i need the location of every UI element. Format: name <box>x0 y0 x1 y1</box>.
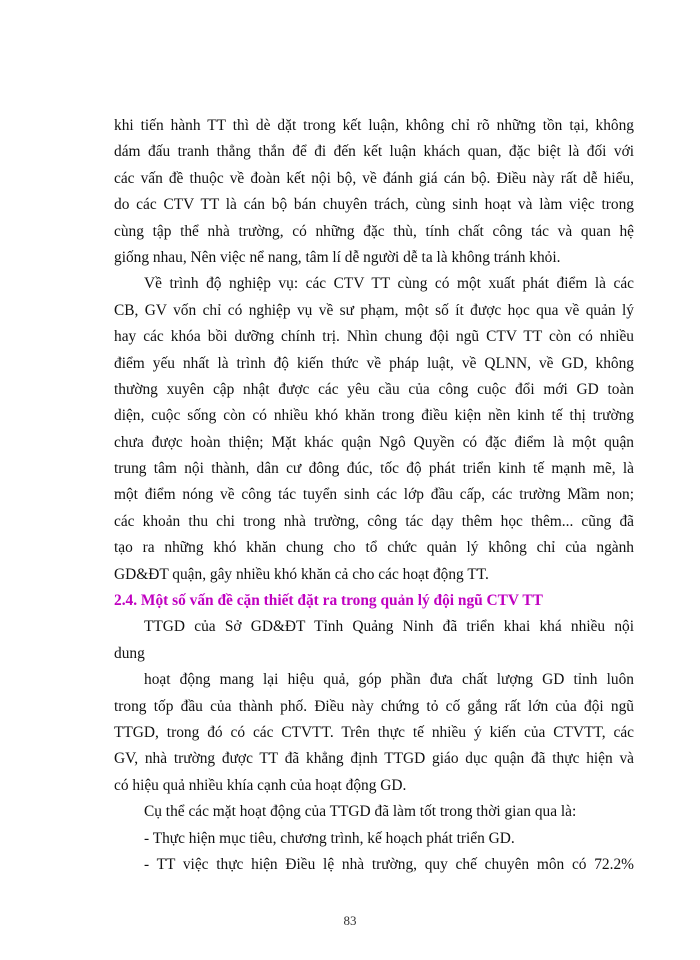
text-line: dám đấu tranh thẳng thắn để đi đến kết luận khách quan, đặc biệt là đối với <box>114 143 634 161</box>
paragraph-5: Cụ thể các mặt hoạt động của TTGD đã làm tốt trong thời gian qua là: <box>144 803 577 821</box>
text-line: thường xuyên cập nhật được các yêu cầu của công cuộc đổi mới GD toàn <box>114 380 634 398</box>
page-body <box>114 113 634 878</box>
bullet-item: - TT việc thực hiện Điều lệ nhà trường, quy chế chuyên môn có 72.2% <box>144 855 634 873</box>
paragraph-1 <box>114 113 634 271</box>
paragraph-3 <box>114 614 634 667</box>
text-line: TTGD của Sở GD&ĐT Tỉnh Quảng Ninh đã triển khai khá nhiều nội <box>144 618 634 636</box>
text-line: chưa được hoàn thiện; Mặt khác quận Ngô Quyền có đặc điểm là một quận <box>114 433 634 451</box>
text-line: Về trình độ nghiệp vụ: các CTV TT cùng có một xuất phát điểm là các <box>144 275 634 293</box>
paragraph-4 <box>114 667 634 799</box>
text-line: trung tâm nội thành, dân cư đông đúc, tốc độ phát triển kinh tế mạnh mẽ, là <box>114 460 634 478</box>
text-line: khi tiến hành TT thì dè dặt trong kết luận, không chỉ rõ những tồn tại, không <box>114 117 634 134</box>
text-line: các vấn đề thuộc về đoàn kết nội bộ, về đánh giá cán bộ. Điều này rất dễ hiểu, <box>114 169 634 187</box>
text-line: TTGD, trong đó có các CTVTT. Trên thực tế nhiều ý kiến của CTVTT, các <box>114 723 634 741</box>
section-heading: 2.4. Một số vấn đề cặn thiết đặt ra trong quản lý đội ngũ CTV TT <box>114 592 543 610</box>
text-line: hoạt động mang lại hiệu quả, góp phần đưa chất lượng GD tỉnh luôn <box>144 671 634 689</box>
text-line: GD&ĐT quận, gây nhiều khó khăn cả cho các hoạt động TT. <box>114 565 489 583</box>
text-line: hay các khóa bồi dưỡng chính trị. Nhìn chung đội ngũ CTV TT còn có nhiều <box>114 328 634 346</box>
text-line: có hiệu quả nhiều khía cạnh của hoạt động GD. <box>114 776 407 794</box>
text-line: dung <box>114 644 145 662</box>
text-line: tạo ra những khó khăn chung cho tổ chức quản lý không chỉ của ngành <box>114 539 634 557</box>
text-line: trong tốp đầu của thành phố. Điều này chứng tỏ cố gắng rất lớn của đội ngũ <box>114 697 634 715</box>
text-line: giống nhau, Nên việc nể nang, tâm lí dễ người dễ ta là không tránh khỏi. <box>114 248 561 266</box>
text-line: diện, cuộc sống còn có nhiều khó khăn trong điều kiện nền kinh tế thị trường <box>114 407 634 425</box>
page-number: 83 <box>343 913 357 928</box>
text-line: GV, nhà trường được TT đã khẳng định TTGD giáo dục quận đã thực hiện và <box>114 750 634 768</box>
text-line: các khoản thu chi trong nhà trường, công tác dạy thêm học thêm... cũng đã <box>114 512 634 530</box>
text-line: cùng tập thể nhà trường, có những đặc thù, tính chất công tác và quan hệ <box>114 222 634 240</box>
paragraph-2 <box>114 271 634 588</box>
bullet-item: - Thực hiện mục tiêu, chương trình, kế hoạch phát triển GD. <box>144 829 515 847</box>
text-line: do các CTV TT là cán bộ bán chuyên trách, cùng sinh hoạt và làm việc trong <box>114 196 634 214</box>
text-line: một điểm nóng về công tác tuyển sinh các lớp đầu cấp, các trường Mầm non; <box>114 486 634 504</box>
text-line: CB, GV vốn chỉ có nghiệp vụ về sư phạm, một số ít được học qua về quản lý <box>114 301 634 319</box>
text-line: điểm yếu nhất là trình độ kiến thức về pháp luật, về QLNN, về GD, không <box>114 354 634 372</box>
